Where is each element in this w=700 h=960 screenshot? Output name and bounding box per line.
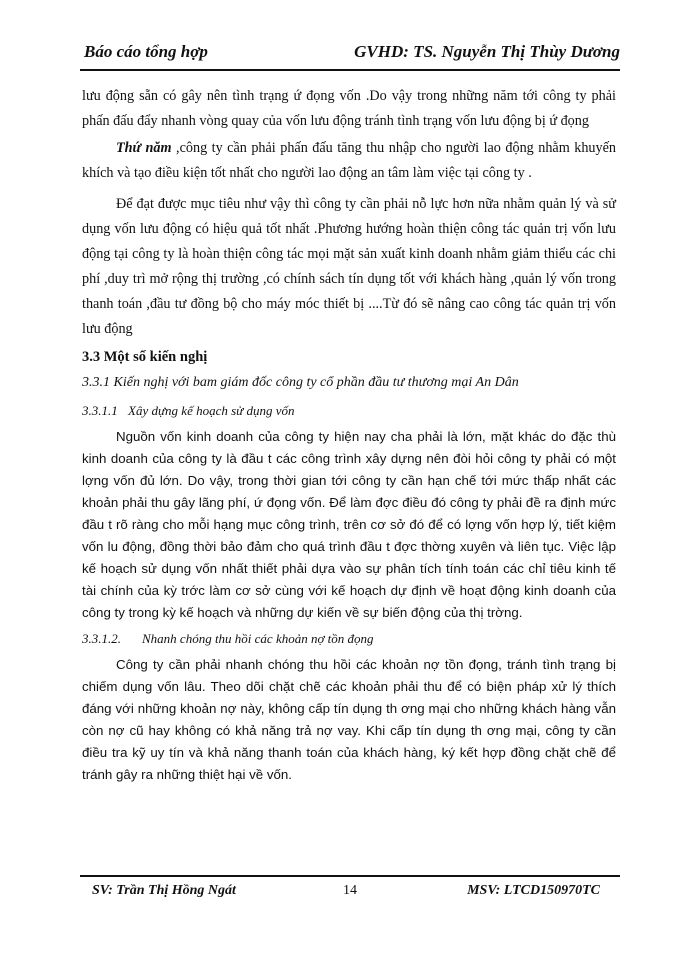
- paragraph-text: ,công ty cần phải phấn đấu tăng thu nhập cho người lao động nhằm khuyến khích và tạo điều kiện tốt nhất cho người lao động an tâm làm việc tại công ty .: [82, 140, 616, 181]
- student-name: SV: Trần Thị Hồng Ngát: [92, 883, 236, 898]
- paragraph-lead: Thứ năm: [116, 140, 172, 156]
- subsubsection-heading: [82, 398, 616, 424]
- page-footer: [80, 875, 620, 907]
- heading-number: 3.3.1.1: [82, 403, 118, 418]
- paragraph: lưu động sẵn có gây nên tình trạng ứ đọng vốn .Do vậy trong những năm tới công ty phải phấn đấu đẩy nhanh vòng quay của vốn lưu động tránh tình trạng vốn lưu động bị ứ đọng: [82, 88, 616, 129]
- student-id: MSV: LTCD150970TC: [467, 883, 600, 898]
- report-title: Báo cáo tổng hợp: [84, 42, 208, 61]
- heading-title: Nhanh chóng thu hồi các khoản nợ tồn đọng: [142, 631, 374, 646]
- heading-title: Xây dựng kế hoạch sử dụng vốn: [128, 403, 295, 418]
- section-heading: 3.3 Một số kiến nghị: [82, 349, 208, 365]
- advisor-name: GVHD: TS. Nguyễn Thị Thùy Dương: [354, 42, 620, 61]
- page-number: 14: [343, 883, 357, 898]
- paragraph: [82, 136, 616, 186]
- paragraph: Nguồn vốn kinh doanh của công ty hiện nay cha phải là lớn, mặt khác do đặc thù kinh doanh của công ty là đầu t các công trình xây dựng nên đòi hỏi công ty phải có một lợng vốn đủ lớn. Do vậy, trong thời gian tới công ty cần hạn chế tới mức thấp nhất các khoản phải thu gây lãng phí, ứ đọng vốn. Để làm đợc điều đó công ty phải đề ra định mức đầu t rõ ràng cho mỗi hạng mục công trình, trên cơ sở đó để có lợng vốn hợp lý, tiết kiệm vốn lu động, đồng thời bảo đảm cho quá trình đầu t đợc thờng xuyên và liên tục. Việc lập kế hoạch sử dụng vốn nhất thiết phải dựa vào sự phân tích tính toán các chỉ tiêu kinh tế tài chính của kỳ trớc làm cơ sở cùng với kế hoạch dự định về hoạt động kinh doanh của công ty trong kỳ kế hoạch và những dự kiến về sự biến động của thị trờng.: [82, 429, 616, 620]
- subsection-heading: 3.3.1 Kiến nghị với bam giám đốc công ty cổ phần đầu tư thương mại An Dân: [82, 375, 519, 390]
- paragraph: Công ty cần phải nhanh chóng thu hồi các khoản nợ tồn đọng, tránh tình trạng bị chiếm dụng vốn lâu. Theo dõi chặt chẽ các khoản phải thu để có biện pháp xử lý thích đáng với những khoản nợ này, không cấp tín dụng th ơng mại cho những khách hàng vẫn còn nợ cũ hay không có khả năng trả nợ vay. Khi cấp tín dụng th ơng mại, công ty cần điều tra kỹ uy tín và khả năng thanh toán của khách hàng, ký kết hợp đồng chặt chẽ để tránh gây ra những thiệt hại về vốn.: [82, 657, 616, 782]
- subsubsection-heading: [82, 626, 616, 652]
- page-header: [80, 42, 620, 68]
- paragraph: Để đạt được mục tiêu như vậy thì công ty cần phải nỗ lực hơn nữa nhằm quản lý và sử dụng vốn lưu động có hiệu quả tốt nhất .Phương hướng hoàn thiện công tác quản trị vốn lưu động tại công ty là hoàn thiện công tác mọi mặt sản xuất kinh doanh nhằm giảm thiểu các chi phí ,duy trì mở rộng thị trường ,có chính sách tín dụng tốt với khách hàng ,quản lý vốn trong thanh toán ,đầu tư đồng bộ cho máy móc thiết bị ....Từ đó sẽ nâng cao công tác quản trị vốn lưu động: [82, 196, 616, 337]
- header-rule: [80, 69, 620, 71]
- heading-number: 3.3.1.2.: [82, 631, 121, 646]
- page-body: [82, 84, 616, 786]
